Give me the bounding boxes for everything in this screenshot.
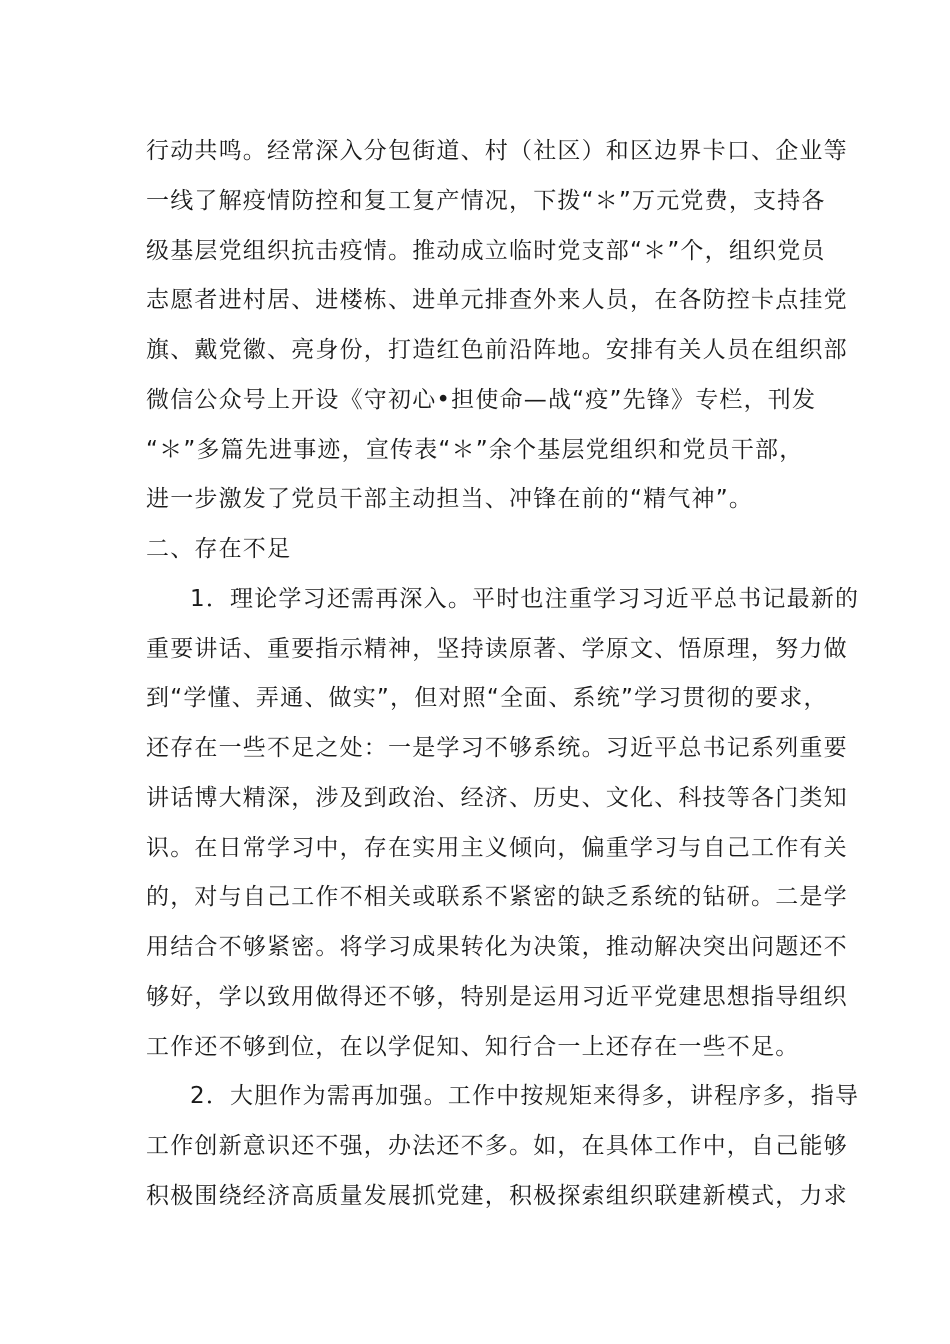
paragraph-line: 工作还不够到位，在以学促知、知行合一上还存在一些不足。	[146, 1034, 800, 1060]
section-heading: 二、存在不足	[146, 536, 292, 562]
paragraph-line: 积极围绕经济高质量发展抓党建，积极探索组织联建新模式，力求	[146, 1183, 848, 1209]
paragraph-line: 用结合不够紧密。将学习成果转化为决策，推动解决突出问题还不	[146, 934, 848, 960]
paragraph-line: 讲话博大精深，涉及到政治、经济、历史、文化、科技等各门类知	[146, 785, 848, 811]
paragraph-line: 微信公众号上开设《守初心•担使命—战“疫”先锋》专栏，刊发	[146, 387, 817, 413]
paragraph-line: 工作创新意识还不强，办法还不多。如，在具体工作中，自己能够	[146, 1133, 848, 1159]
paragraph-line: 进一步激发了党员干部主动担当、冲锋在前的“精气神”。	[146, 486, 754, 512]
paragraph-line: 志愿者进村居、进楼栋、进单元排查外来人员，在各防控卡点挂党	[146, 287, 848, 313]
paragraph-line: 1．理论学习还需再深入。平时也注重学习习近平总书记最新的	[190, 586, 860, 612]
paragraph-line: 重要讲话、重要指示精神，坚持读原著、学原文、悟原理，努力做	[146, 636, 848, 662]
paragraph-line: 的，对与自己工作不相关或联系不紧密的缺乏系统的钻研。二是学	[146, 884, 848, 910]
paragraph-line: 识。在日常学习中，存在实用主义倾向，偏重学习与自己工作有关	[146, 835, 848, 861]
paragraph-line: 还存在一些不足之处：一是学习不够系统。习近平总书记系列重要	[146, 735, 848, 761]
paragraph-line: 旗、戴党徽、亮身份，打造红色前沿阵地。安排有关人员在组织部	[146, 337, 848, 363]
paragraph-line: 2．大胆作为需再加强。工作中按规矩来得多，讲程序多，指导	[190, 1083, 860, 1109]
paragraph-line: 够好，学以致用做得还不够，特别是运用习近平党建思想指导组织	[146, 984, 848, 1010]
paragraph-line: 一线了解疫情防控和复工复产情况，下拨“＊”万元党费，支持各	[146, 188, 826, 214]
paragraph-line: 到“学懂、弄通、做实”，但对照“全面、系统”学习贯彻的要求，	[146, 685, 828, 711]
paragraph-line: 级基层党组织抗击疫情。推动成立临时党支部“＊”个，组织党员	[146, 238, 826, 264]
paragraph-line: “＊”多篇先进事迹，宣传表“＊”余个基层党组织和党员干部，	[146, 437, 804, 463]
paragraph-line: 行动共鸣。经常深入分包街道、村（社区）和区边界卡口、企业等	[146, 138, 848, 164]
